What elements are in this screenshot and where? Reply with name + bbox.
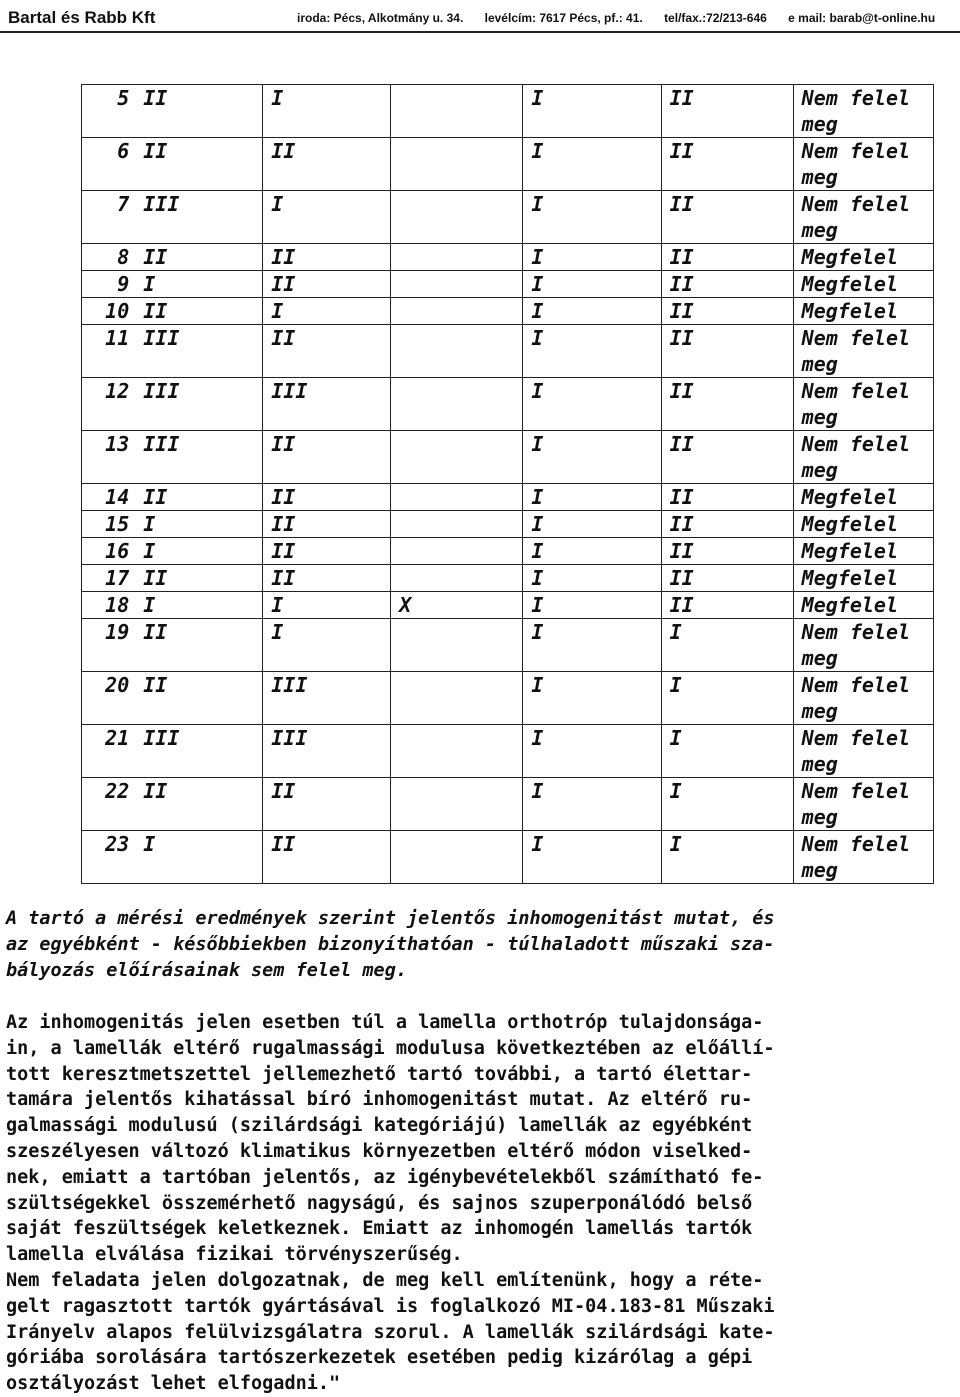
table-row (82, 538, 934, 565)
text-line: galmassági modulusú (szilárdsági kategóriájú) lamellák az egyébként (6, 1115, 753, 1137)
table-cell: II (263, 325, 391, 378)
table-cell: 16 (82, 538, 136, 565)
table-cell: I (263, 592, 391, 619)
table-cell: II (661, 325, 793, 378)
table-cell: I (523, 378, 661, 431)
table-cell (391, 484, 523, 511)
table-cell: 20 (82, 672, 136, 725)
table-cell (391, 725, 523, 778)
table-cell: I (523, 831, 661, 884)
table-cell: Nem felel meg (793, 138, 933, 191)
table-cell: II (661, 191, 793, 244)
table-cell: I (135, 538, 262, 565)
table-cell: Megfelel (793, 484, 933, 511)
table-row (82, 565, 934, 592)
table-cell: I (263, 619, 391, 672)
table-cell: Megfelel (793, 271, 933, 298)
table-cell: II (661, 511, 793, 538)
table-row (82, 484, 934, 511)
table-cell (391, 244, 523, 271)
table-cell: II (135, 85, 262, 138)
table-cell: II (263, 565, 391, 592)
table-row (82, 378, 934, 431)
table-cell: Nem felel meg (793, 85, 933, 138)
table-cell: Nem felel meg (793, 778, 933, 831)
table-cell (391, 778, 523, 831)
table-cell: Megfelel (793, 298, 933, 325)
table-row (82, 511, 934, 538)
table-cell: I (661, 619, 793, 672)
table-cell: II (135, 619, 262, 672)
office-address: iroda: Pécs, Alkotmány u. 34. (297, 11, 464, 25)
table-row (82, 619, 934, 672)
table-cell: III (263, 725, 391, 778)
table-row (82, 138, 934, 191)
table-row (82, 298, 934, 325)
table-cell (391, 325, 523, 378)
table-cell: II (661, 592, 793, 619)
table-row (82, 672, 934, 725)
table-cell (391, 138, 523, 191)
table-cell: X (391, 592, 523, 619)
table-cell: 23 (82, 831, 136, 884)
paragraph-conclusion (6, 906, 956, 983)
text-line: Az inhomogenitás jelen esetben túl a lamella orthotróp tulajdonsága- (6, 1012, 764, 1033)
table-cell: I (661, 831, 793, 884)
table-row (82, 85, 934, 138)
table-row (82, 191, 934, 244)
table-cell: Nem felel meg (793, 619, 933, 672)
table-row (82, 592, 934, 619)
table-cell: I (523, 778, 661, 831)
table-cell: 12 (82, 378, 136, 431)
table-cell: 19 (82, 619, 136, 672)
table-cell: 14 (82, 484, 136, 511)
text-line: tamára jelentős kihatással bíró inhomogenitást mutat. Az eltérő ru- (6, 1089, 753, 1111)
table-cell: III (135, 191, 262, 244)
table-cell (391, 431, 523, 484)
table-cell: 17 (82, 565, 136, 592)
table-cell: II (661, 298, 793, 325)
table-cell: I (263, 191, 391, 244)
table-cell: I (523, 565, 661, 592)
table-cell: II (661, 484, 793, 511)
table-cell: II (263, 271, 391, 298)
table-cell: III (135, 325, 262, 378)
contact-info (297, 11, 953, 25)
text-line: Nem feladata jelen dolgozatnak, de meg kell említenünk, hogy a réte- (6, 1269, 764, 1291)
table-cell: II (263, 538, 391, 565)
table-cell: Nem felel meg (793, 325, 933, 378)
table-cell (391, 298, 523, 325)
table-cell: II (263, 244, 391, 271)
table-cell: II (661, 85, 793, 138)
table-cell: I (523, 431, 661, 484)
text-line: nek, emiatt a tartóban jelentős, az igénybevételekből számítható fe- (6, 1166, 764, 1188)
table-cell: I (523, 672, 661, 725)
table-cell: II (135, 138, 262, 191)
paragraph-explanation (6, 1010, 956, 1397)
email-address: e mail: barab@t-online.hu (788, 11, 936, 25)
table-cell: I (135, 831, 262, 884)
table-cell (391, 378, 523, 431)
table-cell: Nem felel meg (793, 831, 933, 884)
table-cell: Megfelel (793, 592, 933, 619)
table-cell: 5 (82, 85, 136, 138)
table-row (82, 831, 934, 884)
table-cell: Nem felel meg (793, 672, 933, 725)
table-cell: I (523, 619, 661, 672)
table-cell: Megfelel (793, 565, 933, 592)
table-cell (391, 538, 523, 565)
table-cell: Megfelel (793, 511, 933, 538)
table-cell: II (135, 244, 262, 271)
table-cell: II (661, 431, 793, 484)
table-cell: II (661, 244, 793, 271)
table-cell: III (263, 378, 391, 431)
table-cell: 10 (82, 298, 136, 325)
table-cell: III (135, 378, 262, 431)
table-row (82, 244, 934, 271)
table-cell: II (661, 538, 793, 565)
table-cell: I (523, 592, 661, 619)
table-cell: 11 (82, 325, 136, 378)
table-cell: I (523, 191, 661, 244)
table-cell: 6 (82, 138, 136, 191)
table-row (82, 725, 934, 778)
table-row (82, 431, 934, 484)
table-cell: II (135, 672, 262, 725)
text-line: saját feszültségek keletkeznek. Emiatt az inhomogén lamellás tartók (6, 1218, 753, 1240)
table-cell: II (661, 271, 793, 298)
table-row (82, 271, 934, 298)
table-cell: 22 (82, 778, 136, 831)
table-cell: Nem felel meg (793, 378, 933, 431)
header-divider (0, 31, 960, 33)
text-line: gelt ragasztott tartók gyártásával is foglalkozó MI-04.183-81 Műszaki (6, 1295, 775, 1317)
table-cell (391, 85, 523, 138)
table-cell (391, 831, 523, 884)
text-line: szültségekkel összemérhető nagyságú, és sajnos szuperponálódó belső (6, 1192, 753, 1214)
table-cell: I (135, 592, 262, 619)
table-cell: I (661, 672, 793, 725)
text-line: szeszélyesen változó klimatikus környezetben eltérő módon viselked- (6, 1140, 753, 1162)
text-line: in, a lamellák eltérő rugalmassági modulusa következtében az előállí- (6, 1037, 775, 1059)
table-cell: II (263, 138, 391, 191)
table-cell: II (661, 378, 793, 431)
table-cell: II (661, 565, 793, 592)
table-row (82, 325, 934, 378)
table-cell: Nem felel meg (793, 191, 933, 244)
text-line: osztályozást lehet elfogadni." (6, 1373, 341, 1395)
table-cell: 8 (82, 244, 136, 271)
table-cell: 18 (82, 592, 136, 619)
phone-fax: tel/fax.:72/213-646 (664, 11, 767, 25)
table-cell (391, 271, 523, 298)
table-cell: III (263, 672, 391, 725)
table-cell: II (263, 778, 391, 831)
table-cell: I (661, 778, 793, 831)
table-cell (391, 672, 523, 725)
text-line: Irányelv alapos felülvizsgálatra szorul. A lamellák szilárdsági kate- (6, 1321, 775, 1343)
table-cell: I (523, 725, 661, 778)
table-cell (391, 565, 523, 592)
table-cell: III (135, 431, 262, 484)
text-line: góriába sorolására tartószerkezetek esetében pedig kizárólag a gépi (6, 1347, 753, 1369)
table-cell (391, 619, 523, 672)
text-line: bályozás előírásainak sem felel meg. (6, 959, 407, 981)
text-line: tott keresztmetszettel jellemezhető tartó további, a tartó élettar- (6, 1063, 753, 1085)
table-cell: I (523, 538, 661, 565)
table-cell: I (523, 244, 661, 271)
table-cell: I (523, 138, 661, 191)
text-line: A tartó a mérési eredmények szerint jelentős inhomogenitást mutat, és (6, 908, 775, 929)
text-line: az egyébként - későbbiekben bizonyíthatóan - túlhaladott műszaki sza- (6, 933, 775, 955)
table-cell: Nem felel meg (793, 725, 933, 778)
table-cell: II (263, 484, 391, 511)
table-cell: Megfelel (793, 244, 933, 271)
table-cell: II (135, 298, 262, 325)
table-cell: I (661, 725, 793, 778)
table-cell: I (523, 325, 661, 378)
table-cell: II (263, 431, 391, 484)
table-cell: 9 (82, 271, 136, 298)
table-cell (391, 511, 523, 538)
table-cell: II (135, 484, 262, 511)
table-cell: 7 (82, 191, 136, 244)
table-cell: I (523, 271, 661, 298)
table-cell: II (263, 831, 391, 884)
table-cell: Nem felel meg (793, 431, 933, 484)
table-cell: I (523, 85, 661, 138)
table-cell: II (135, 565, 262, 592)
table-cell: I (523, 484, 661, 511)
table-cell: II (135, 778, 262, 831)
table-cell: I (263, 298, 391, 325)
table-cell: Megfelel (793, 538, 933, 565)
table-cell: II (661, 138, 793, 191)
table-cell: I (135, 271, 262, 298)
table-cell: 13 (82, 431, 136, 484)
table-cell: I (135, 511, 262, 538)
page-header (0, 0, 960, 34)
table-cell: I (523, 298, 661, 325)
results-table (81, 84, 934, 884)
table-cell: 15 (82, 511, 136, 538)
table-cell: II (263, 511, 391, 538)
table-cell: III (135, 725, 262, 778)
text-line: lamella elválása fizikai törvényszerűség. (6, 1244, 463, 1266)
table-cell: 21 (82, 725, 136, 778)
table-cell: I (263, 85, 391, 138)
postal-address: levélcím: 7617 Pécs, pf.: 41. (484, 11, 643, 25)
table-cell: I (523, 511, 661, 538)
company-name: Bartal és Rabb Kft (8, 8, 156, 27)
table-cell (391, 191, 523, 244)
table-row (82, 778, 934, 831)
